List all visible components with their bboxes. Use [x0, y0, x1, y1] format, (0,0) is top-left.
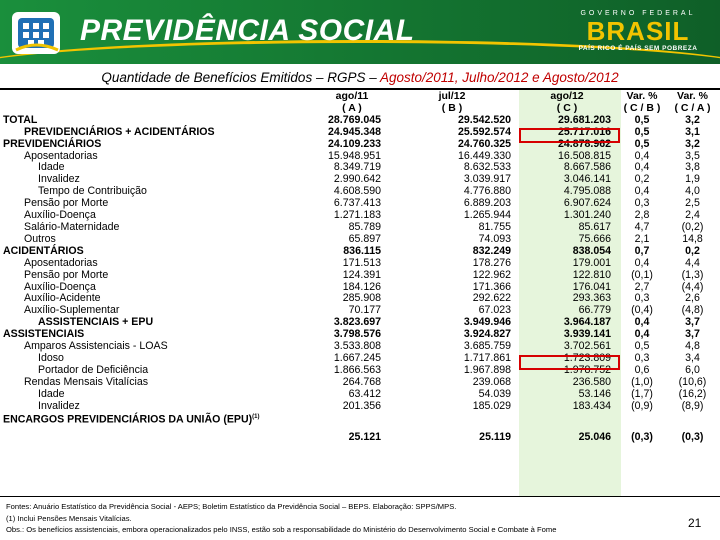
value-cell: 54.039 — [478, 387, 511, 400]
title-highlight: Agosto/2011, Julho/2012 e Agosto/2012 — [379, 70, 619, 85]
variation-cell: (0,3) — [631, 430, 653, 443]
variation-cell: (1,3) — [681, 268, 704, 281]
row-label-text: Salário-Maternidade — [24, 220, 120, 233]
value-cell: 6.907.624 — [563, 197, 611, 210]
footnotes — [6, 501, 686, 536]
gov-top-text: GOVERNO FEDERAL — [580, 10, 696, 17]
value-cell: 25.121 — [348, 430, 381, 443]
value-cell: 176.041 — [572, 280, 611, 293]
variation-cell: 4,7 — [634, 220, 650, 233]
variation-cell: (0,4) — [631, 304, 653, 317]
value-cell: 4.795.088 — [563, 185, 611, 198]
benefits-table — [2, 91, 718, 449]
variation-cell: 0,3 — [634, 292, 650, 305]
value-cell: 16.449.330 — [457, 149, 511, 162]
row-label-text: TOTAL — [3, 113, 38, 126]
value-cell: 24.760.325 — [457, 137, 511, 150]
value-cell — [517, 412, 617, 426]
col-subheader: ( C / B ) — [623, 101, 661, 114]
variation-cell: 2,6 — [685, 292, 700, 305]
value-cell: 293.363 — [572, 292, 611, 305]
variation-cell: 0,7 — [634, 244, 650, 257]
variation-cell: (0,3) — [681, 430, 704, 443]
row-label-text: Invalidez — [38, 399, 80, 412]
highlight-box-prev-acid — [519, 125, 620, 143]
variation-cell: 3,2 — [685, 113, 700, 126]
variation-cell: (8,9) — [681, 399, 704, 412]
row-label-text: ASSISTENCIAIS — [3, 328, 85, 341]
previdencia-logo-icon — [10, 10, 62, 56]
value-cell: 832.249 — [472, 244, 511, 257]
row-label-text: Pensão por Morte — [24, 197, 109, 210]
row-label — [2, 401, 317, 413]
gov-slogan-text: PAÍS RICO É PAÍS SEM POBREZA — [578, 45, 698, 52]
header-label-cell — [2, 91, 317, 103]
value-cell: 1.723.809 — [563, 351, 611, 364]
value-cell: 201.356 — [342, 399, 381, 412]
variation-cell: 0,5 — [634, 340, 650, 353]
variation-cell: 4,8 — [685, 340, 700, 353]
table-row — [2, 258, 718, 270]
variation-cell: 0,3 — [634, 197, 650, 210]
variation-cell: 0,5 — [634, 113, 650, 126]
row-label-text: Outros — [24, 232, 56, 245]
row-label — [2, 412, 317, 426]
value-cell: 3.939.141 — [563, 328, 611, 341]
variation-cell: 0,4 — [634, 256, 650, 269]
value-cell: 292.622 — [472, 292, 511, 305]
variation-cell — [617, 412, 667, 426]
variation-cell: 2,5 — [685, 197, 700, 210]
value-cell: 24.878.962 — [557, 137, 611, 150]
header-label-cell — [2, 103, 317, 115]
variation-cell: 3,4 — [685, 351, 700, 364]
variation-cell: (10,6) — [678, 375, 707, 388]
value-cell: 183.434 — [572, 399, 611, 412]
variation-cell: (1,7) — [631, 387, 653, 400]
variation-cell: 3,5 — [685, 149, 700, 162]
row-label-text: Portador de Deficiência — [38, 363, 149, 376]
variation-cell: 0,2 — [685, 244, 700, 257]
row-label-text: ASSISTENCIAIS + EPU — [38, 316, 154, 329]
value-cell: 3.798.576 — [333, 328, 381, 341]
value-cell: 3.949.946 — [463, 316, 511, 329]
variation-cell: 3,7 — [685, 328, 700, 341]
value-cell: 184.126 — [342, 280, 381, 293]
variation-cell: 0,4 — [634, 316, 650, 329]
value-cell: 28.769.045 — [327, 113, 381, 126]
variation-cell: 0,4 — [634, 185, 650, 198]
variation-cell — [667, 412, 718, 426]
value-cell: 75.666 — [578, 232, 611, 245]
col-subheader: ( C ) — [556, 101, 578, 114]
footnote-1: (1) Inclui Pensões Mensais Vitalícias. — [6, 513, 132, 523]
variation-cell: 2,7 — [634, 280, 650, 293]
variation-cell: 2,8 — [634, 209, 650, 222]
value-cell: 8.667.586 — [563, 161, 611, 174]
variation-cell: (1,0) — [631, 375, 653, 388]
variation-cell: 1,9 — [685, 173, 700, 186]
value-cell: 4.776.880 — [463, 185, 511, 198]
row-label-text: ACIDENTÁRIOS — [3, 244, 84, 257]
value-cell: 65.897 — [348, 232, 381, 245]
row-label-text: Auxílio-Doença — [24, 209, 96, 222]
col-header: Var. % — [677, 90, 708, 102]
value-cell: 3.964.187 — [563, 316, 611, 329]
value-cell: 16.508.815 — [557, 149, 611, 162]
variation-cell: 0,4 — [634, 149, 650, 162]
variation-cell: 0,2 — [634, 173, 650, 186]
value-cell: 53.146 — [578, 387, 611, 400]
row-label — [2, 427, 317, 449]
variation-cell: 0,5 — [634, 137, 650, 150]
brand-title: PREVIDÊNCIA SOCIAL — [80, 14, 415, 47]
row-label-text: Idade — [38, 387, 65, 400]
value-cell: 25.046 — [578, 430, 611, 443]
col-subheader: ( A ) — [342, 101, 362, 114]
value-cell: 264.768 — [342, 375, 381, 388]
variation-cell: (4,4) — [681, 280, 704, 293]
value-cell: 3.702.561 — [563, 340, 611, 353]
col-header: ago/12 — [550, 90, 584, 102]
value-cell: 122.962 — [472, 268, 511, 281]
row-label-text: Amparos Assistenciais - LOAS — [24, 340, 168, 353]
value-cell: 25.592.574 — [457, 125, 511, 138]
value-cell: 1.717.861 — [463, 351, 511, 364]
variation-cell: (0,1) — [631, 268, 653, 281]
variation-cell: 2,4 — [685, 209, 700, 222]
value-cell: 171.366 — [472, 280, 511, 293]
value-cell: 1.265.944 — [463, 209, 511, 222]
variation-cell: (0,2) — [681, 220, 704, 233]
value-cell: 66.779 — [578, 304, 611, 317]
row-label-text: Idade — [38, 161, 65, 174]
table-row — [2, 401, 718, 413]
value-cell: 15.948.951 — [327, 149, 381, 162]
value-cell: 74.093 — [478, 232, 511, 245]
row-label-text: ENCARGOS PREVIDENCIÁRIOS DA UNIÃO (EPU) — [3, 414, 253, 426]
value-cell: 6.889.203 — [463, 197, 511, 210]
variation-cell: 0,5 — [634, 125, 650, 138]
col-header: Var. % — [626, 90, 658, 102]
variation-cell: 4,4 — [685, 256, 700, 269]
value-cell: 29.681.203 — [557, 113, 611, 126]
variation-cell: 2,1 — [634, 232, 650, 245]
value-cell: 25.119 — [479, 430, 511, 443]
row-label-text: Auxílio-Acidente — [24, 292, 101, 305]
value-cell: 171.513 — [342, 256, 381, 269]
footnote-marker: (1) — [252, 414, 260, 421]
table-row — [2, 377, 718, 389]
variation-cell: 3,2 — [685, 137, 700, 150]
variation-cell: 3,1 — [685, 125, 700, 138]
value-cell: 836.115 — [343, 244, 381, 257]
value-cell: 1.271.183 — [333, 209, 381, 222]
row-label-text: Tempo de Contribuição — [38, 185, 147, 198]
value-cell: 3.924.827 — [463, 328, 511, 341]
table-row — [2, 246, 718, 258]
variation-cell: 0,4 — [634, 328, 650, 341]
variation-cell: 3,8 — [685, 161, 700, 174]
value-cell: 29.542.520 — [457, 113, 511, 126]
value-cell — [387, 412, 517, 426]
value-cell — [317, 412, 387, 426]
value-cell: 1.667.245 — [333, 351, 381, 364]
variation-cell: (0,9) — [631, 399, 653, 412]
value-cell: 25.717.016 — [557, 125, 611, 138]
value-cell: 179.001 — [572, 256, 611, 269]
value-cell: 67.023 — [478, 304, 511, 317]
col-header: ago/11 — [335, 90, 369, 102]
value-cell: 81.755 — [478, 220, 511, 233]
value-cell: 8.632.533 — [463, 161, 511, 174]
value-cell: 3.039.917 — [463, 173, 511, 186]
value-cell: 185.029 — [472, 399, 511, 412]
row-label-text: Auxílio-Doença — [24, 280, 96, 293]
value-cell: 3.823.697 — [333, 316, 381, 329]
value-cell: 1.866.563 — [333, 363, 381, 376]
value-cell: 285.908 — [342, 292, 381, 305]
row-label-text: Pensão por Morte — [24, 268, 109, 281]
row-label-text: Auxílio-Suplementar — [24, 304, 120, 317]
row-label-text: Aposentadorias — [24, 149, 98, 162]
value-cell: 6.737.413 — [333, 197, 381, 210]
footnote-source: Fontes: Anuário Estatístico da Previdência Social - AEPS; Boletim Estatístico da Previdência Social – BEPS. Elaboração: SPPS/MPS. — [6, 502, 457, 511]
page-number: 21 — [688, 516, 702, 530]
value-cell: 3.046.141 — [563, 173, 611, 186]
variation-cell: 0,3 — [634, 351, 650, 364]
highlight-box-assist-epu — [519, 351, 620, 370]
col-subheader: ( B ) — [441, 101, 463, 114]
col-header: jul/12 — [438, 90, 466, 102]
table-row — [2, 427, 718, 449]
value-cell: 70.177 — [348, 304, 381, 317]
table-row — [2, 234, 718, 246]
value-cell: 122.810 — [572, 268, 611, 281]
table-row — [2, 270, 718, 282]
value-cell: 85.617 — [578, 220, 611, 233]
value-cell: 1.301.240 — [563, 209, 611, 222]
value-cell: 236.580 — [572, 375, 611, 388]
value-cell: 8.349.719 — [333, 161, 381, 174]
value-cell: 85.789 — [348, 220, 381, 233]
value-cell: 63.412 — [348, 387, 381, 400]
row-label-text: PREVIDENCIÁRIOS — [3, 137, 102, 150]
gov-name-text: BRASIL — [586, 16, 690, 46]
value-cell: 4.608.590 — [333, 185, 381, 198]
row-label-text: Idoso — [38, 351, 64, 364]
footer-divider — [0, 496, 720, 497]
value-cell: 1.978.752 — [563, 363, 611, 376]
table-row — [2, 389, 718, 401]
value-cell: 2.990.642 — [333, 173, 381, 186]
header-banner — [0, 0, 720, 64]
value-cell: 124.391 — [342, 268, 381, 281]
footnote-obs: Obs.: Os benefícios assistenciais, embora operacionalizados pelo INSS, estão sob a responsabilidade do Ministério do Desenvolvimento Social e Combate à Fome — [6, 525, 557, 534]
title-prefix: Quantidade de Benefícios Emitidos – RGPS – — [101, 70, 380, 85]
table-row — [2, 412, 718, 426]
value-cell: 239.068 — [472, 375, 511, 388]
table-body — [2, 115, 718, 449]
variation-cell: (4,8) — [681, 304, 704, 317]
row-label-text: Invalidez — [38, 173, 80, 186]
governo-federal-logo — [568, 10, 708, 52]
value-cell: 178.276 — [472, 256, 511, 269]
variation-cell: 4,0 — [685, 185, 700, 198]
row-label-text: Rendas Mensais Vitalícias — [24, 375, 149, 388]
variation-cell: 6,0 — [685, 363, 700, 376]
variation-cell: 0,6 — [634, 363, 650, 376]
page-title — [0, 70, 720, 85]
row-label-text: PREVIDENCIÁRIOS + ACIDENTÁRIOS — [24, 125, 215, 138]
value-cell: 24.945.348 — [327, 125, 381, 138]
row-label-text: Aposentadorias — [24, 256, 98, 269]
col-subheader: ( C / A ) — [674, 101, 711, 114]
value-cell: 24.109.233 — [327, 137, 381, 150]
value-cell: 1.967.898 — [463, 363, 511, 376]
variation-cell: 0,4 — [634, 161, 650, 174]
value-cell: 3.685.759 — [463, 340, 511, 353]
value-cell: 3.533.808 — [333, 340, 381, 353]
value-cell: 838.054 — [572, 244, 611, 257]
variation-cell: (16,2) — [678, 387, 707, 400]
variation-cell: 14,8 — [682, 232, 703, 245]
variation-cell: 3,7 — [685, 316, 700, 329]
